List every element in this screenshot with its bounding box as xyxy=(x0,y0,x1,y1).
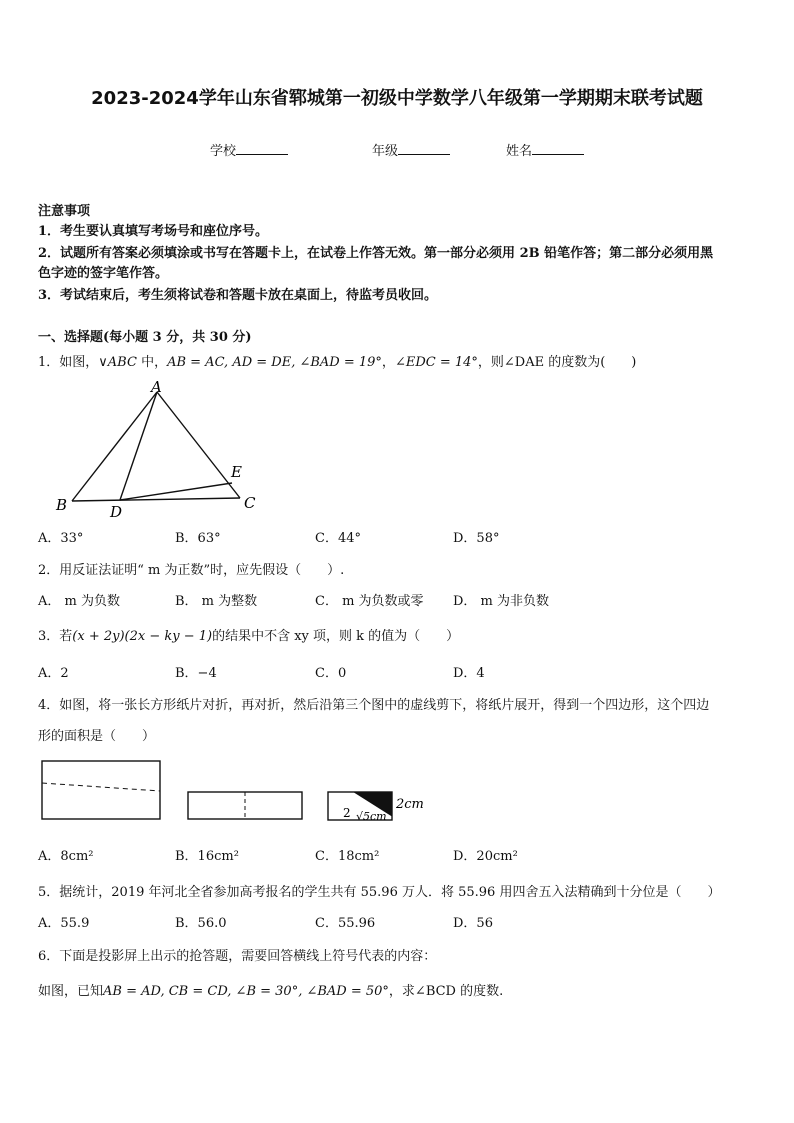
question-1-stem xyxy=(38,355,636,371)
q3-option-a[interactable]: A．2 xyxy=(38,666,69,681)
q1-prefix: 1．如图， xyxy=(38,355,99,370)
q6-suffix: ，求∠BCD 的度数. xyxy=(388,984,504,999)
notice-heading: 注意事项 xyxy=(38,204,91,219)
q1-condition-2: ∠EDC = 14° xyxy=(394,355,478,370)
q3-suffix: 的结果中不含 xy 项，则 k 的值为（ ） xyxy=(212,629,460,644)
q3-prefix: 3．若 xyxy=(38,629,73,644)
q4-option-b[interactable]: B．16cm² xyxy=(175,849,239,864)
fig-label-bottom: √5cm xyxy=(356,810,387,823)
q2-option-a[interactable]: A． m 为负数 xyxy=(38,594,120,609)
fig-label-left: 2 xyxy=(343,806,351,820)
school-blank xyxy=(236,142,288,155)
q5-option-a[interactable]: A．55.9 xyxy=(38,916,90,931)
question-6-stem-line-1: 6．下面是投影屏上出示的抢答题，需要回答横线上符号代表的内容： xyxy=(38,949,437,964)
q1-condition: AB = AC, AD = DE, ∠BAD = 19° xyxy=(167,355,382,370)
question-4-stem-line-1: 4．如图，将一张长方形纸片对折，再对折，然后沿第三个图中的虚线剪下，将纸片展开，得到一个四边形，这个四边 xyxy=(38,698,710,713)
notice-item: 色字迹的签字笔作答。 xyxy=(38,266,169,281)
name-blank xyxy=(532,142,584,155)
q1-sep: ， xyxy=(381,355,395,370)
q2-option-b[interactable]: B． m 为整数 xyxy=(175,594,258,609)
q6-expression: AB = AD, CB = CD, ∠B = 30°, ∠BAD = 50° xyxy=(103,984,389,999)
name-field xyxy=(506,142,584,160)
q3-expression: (x + 2y)(2x − ky − 1) xyxy=(72,629,213,644)
q3-option-c[interactable]: C．0 xyxy=(315,666,347,681)
question-3-stem xyxy=(38,629,459,645)
q1-mid: 中， xyxy=(136,355,168,370)
q1-option-d[interactable]: D．58° xyxy=(453,531,500,546)
school-field xyxy=(210,142,288,160)
notice-item: 1．考生要认真填写考场号和座位序号。 xyxy=(38,224,269,239)
q4-option-a[interactable]: A．8cm² xyxy=(38,849,94,864)
vertex-label-b: B xyxy=(56,496,68,514)
grade-blank xyxy=(398,142,450,155)
q1-option-c[interactable]: C．44° xyxy=(315,531,361,546)
section-heading: 一、选择题(每小题 3 分，共 30 分) xyxy=(38,330,252,345)
name-label: 姓名 xyxy=(506,144,533,159)
page-title: 2023-2024学年山东省郓城第一初级中学数学八年级第一学期期末联考试题 xyxy=(91,88,703,109)
q5-option-d[interactable]: D．56 xyxy=(453,916,493,931)
question-5-stem: 5．据统计，2019 年河北全省参加高考报名的学生共有 55.96 万人．将 55.96 用四舍五入法精确到十分位是（ ） xyxy=(38,885,721,900)
q4-option-c[interactable]: C．18cm² xyxy=(315,849,380,864)
q4-folding-figure xyxy=(36,758,436,826)
grade-field xyxy=(372,142,450,160)
q5-option-b[interactable]: B．56.0 xyxy=(175,916,227,931)
fig-label-right: 2cm xyxy=(396,797,424,812)
q2-option-c[interactable]: C． m 为负数或零 xyxy=(315,594,424,609)
q1-triangle-figure xyxy=(50,378,270,520)
q3-option-d[interactable]: D．4 xyxy=(453,666,485,681)
q1-option-a[interactable]: A．33° xyxy=(38,531,84,546)
question-4-stem-line-2: 形的面积是（ ） xyxy=(38,729,156,744)
vertex-label-a: A xyxy=(151,378,162,396)
question-6-stem-line-2 xyxy=(38,984,503,1000)
q1-option-b[interactable]: B．63° xyxy=(175,531,221,546)
q6-prefix: 如图，已知 xyxy=(38,984,104,999)
q1-suffix: ，则∠DAE 的度数为( ) xyxy=(477,355,637,370)
notice-item: 3．考试结束后，考生须将试卷和答题卡放在桌面上，待监考员收回。 xyxy=(38,288,438,303)
grade-label: 年级 xyxy=(372,144,399,159)
school-label: 学校 xyxy=(210,144,237,159)
vertex-label-d: D xyxy=(110,503,123,520)
q2-option-d[interactable]: D． m 为非负数 xyxy=(453,594,550,609)
q4-option-d[interactable]: D．20cm² xyxy=(453,849,518,864)
vertex-label-c: C xyxy=(244,494,256,512)
notice-item: 2．试题所有答案必须填涂或书写在答题卡上，在试卷上作答无效。第一部分必须用 2B 铅笔作答；第二部分必须用黑 xyxy=(38,246,714,261)
q3-option-b[interactable]: B．−4 xyxy=(175,666,217,681)
vertex-label-e: E xyxy=(231,463,242,481)
question-2-stem: 2．用反证法证明“ m 为正数”时，应先假设（ ）. xyxy=(38,563,345,578)
q5-option-c[interactable]: C．55.96 xyxy=(315,916,376,931)
q1-triangle: ∨ABC xyxy=(98,355,137,370)
